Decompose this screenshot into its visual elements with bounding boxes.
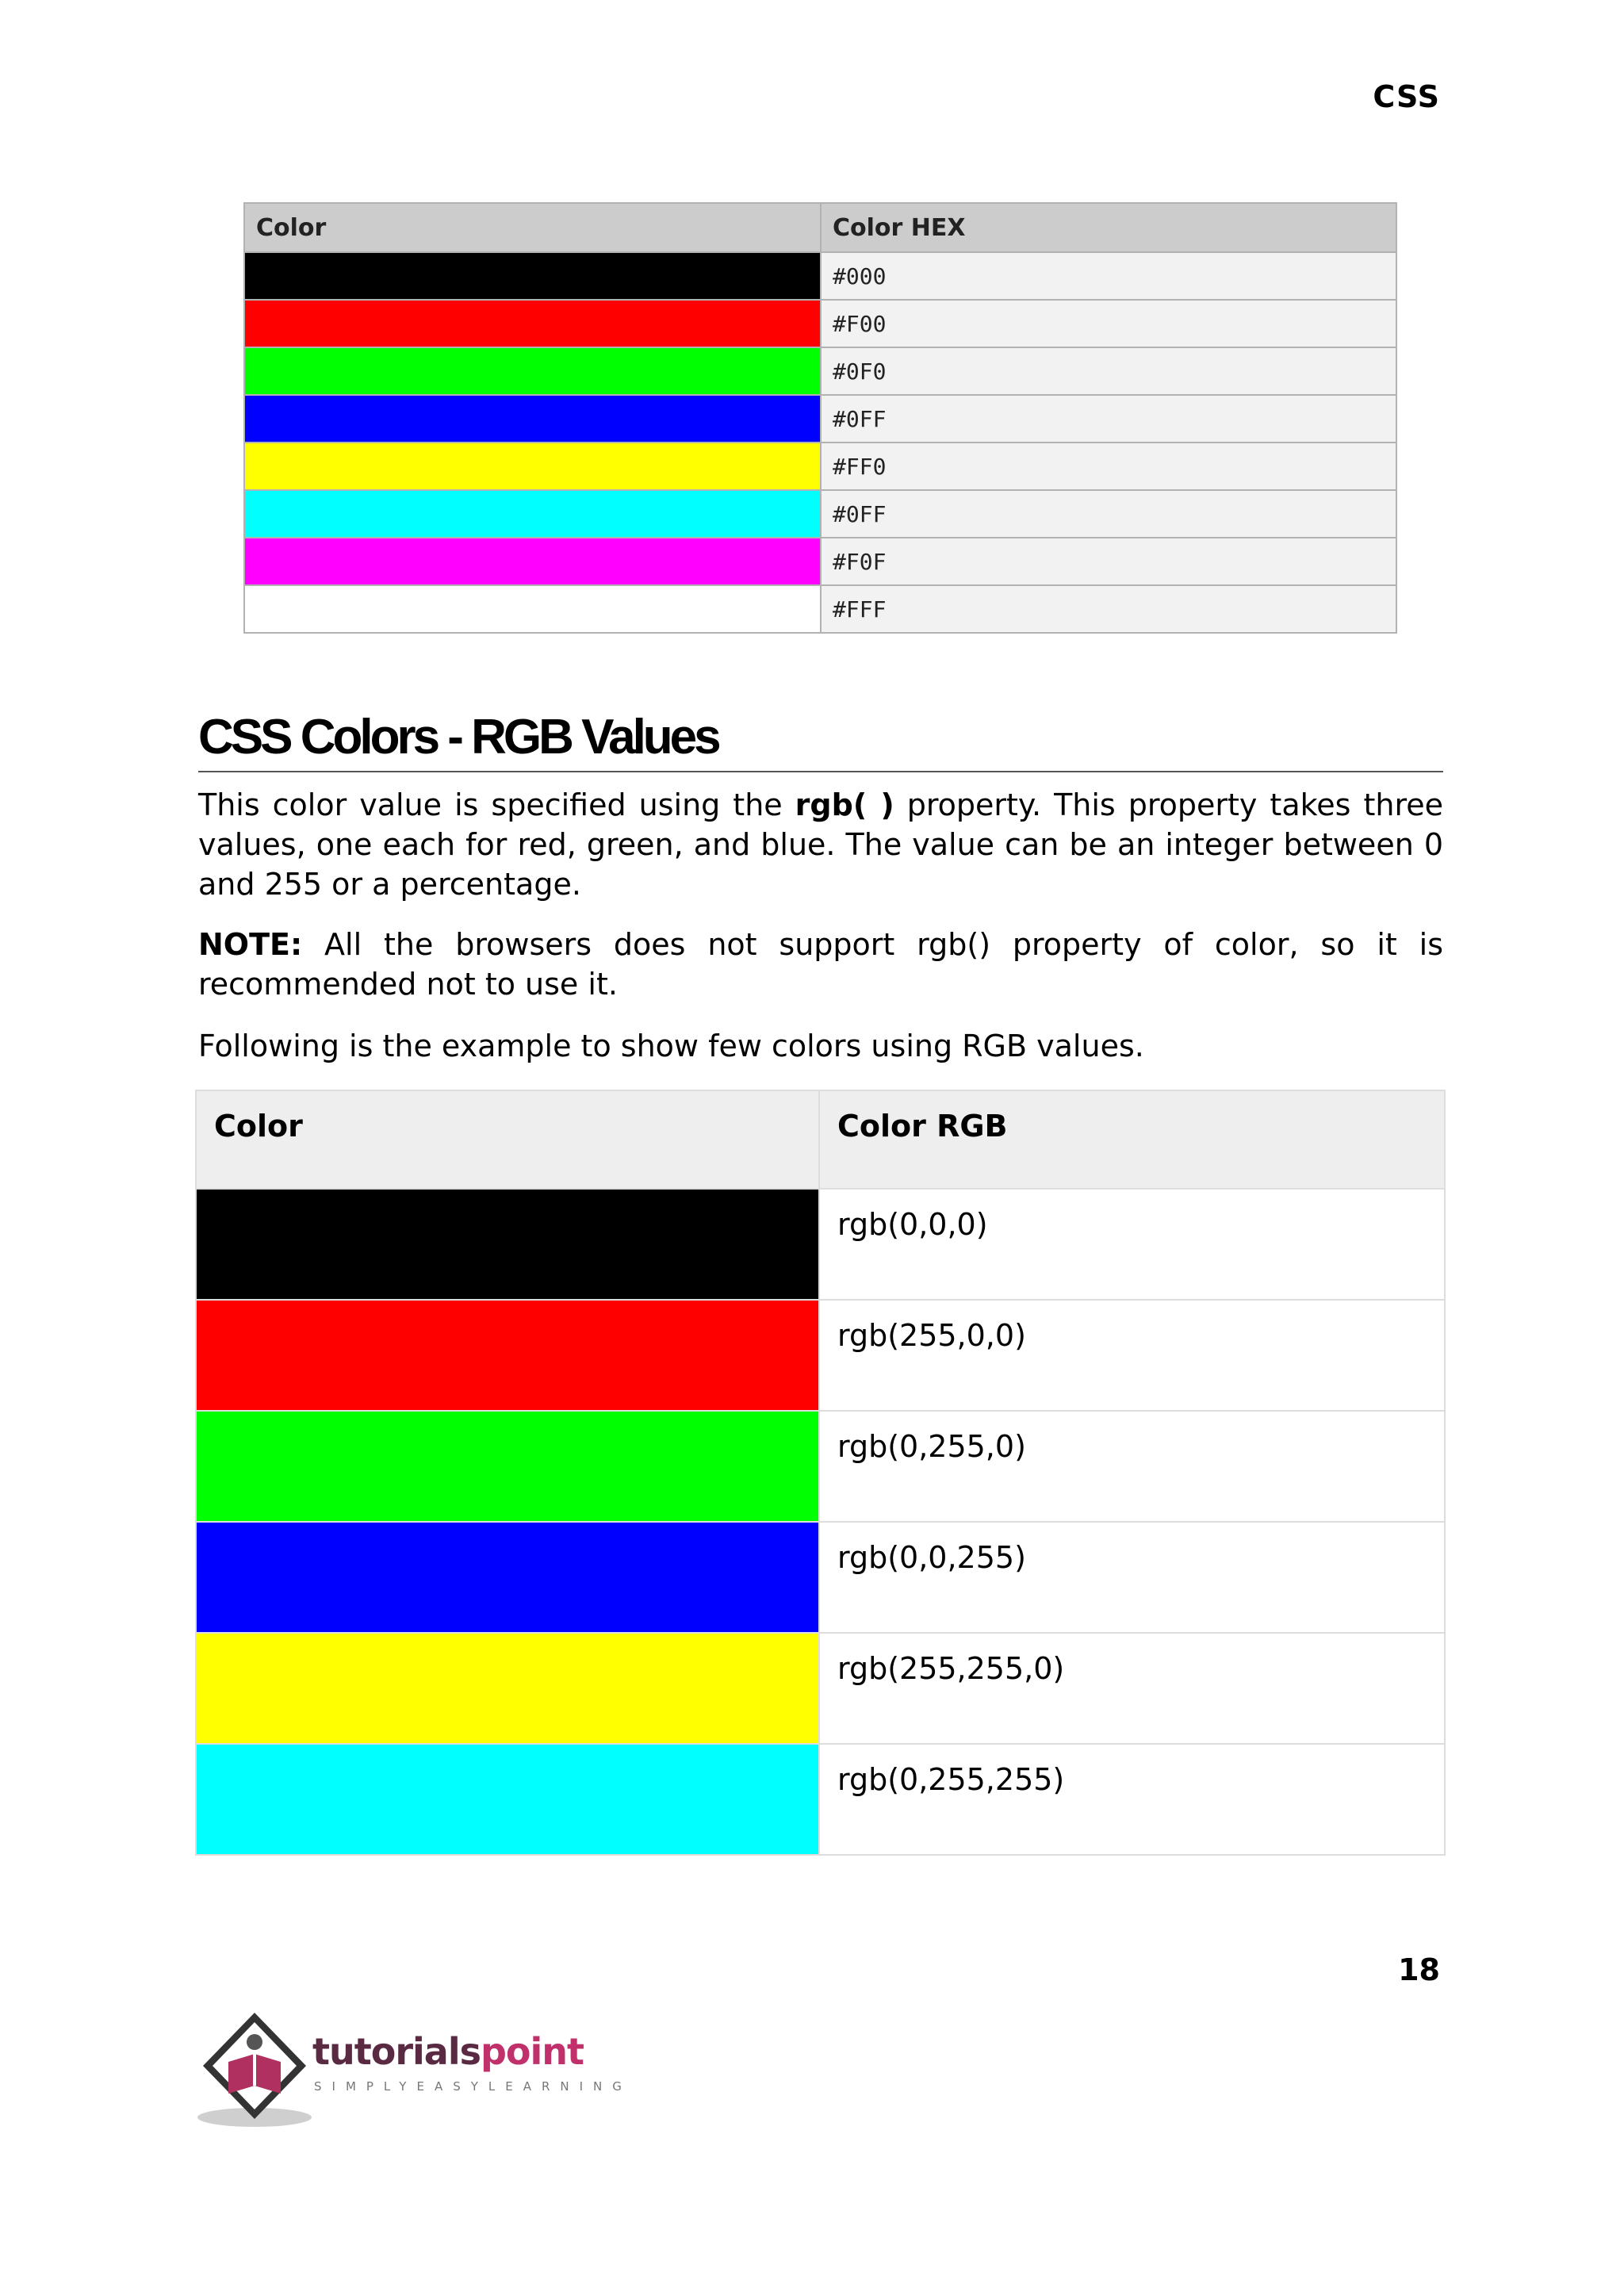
- tutorialspoint-logo: [195, 2006, 632, 2133]
- table-row: [196, 1300, 1445, 1411]
- table-row: [196, 1189, 1445, 1300]
- color-swatch: [244, 347, 821, 395]
- column-header-color-rgb: Color RGB: [819, 1090, 1445, 1189]
- table-row: [244, 585, 1396, 633]
- table-header-row: [196, 1090, 1445, 1189]
- table-row: [196, 1633, 1445, 1744]
- paragraph-rgb-intro: [198, 785, 1443, 904]
- color-swatch: [244, 300, 821, 347]
- color-swatch: [244, 443, 821, 490]
- color-swatch: [244, 252, 821, 300]
- page-number: 18: [1398, 1952, 1440, 1987]
- color-swatch: [196, 1189, 819, 1300]
- logo-tagline: SIMPLYEASYLEARNING: [314, 2079, 632, 2094]
- rgb-color-table: [195, 1090, 1446, 1856]
- logo-emblem-icon: [195, 2006, 314, 2133]
- column-header-color-hex: Color HEX: [821, 203, 1396, 252]
- note-label: NOTE:: [198, 927, 303, 962]
- table-header-row: [244, 203, 1396, 252]
- text-segment: property. This property takes three values, one each for red, green, and blue. The value can be an integer between 0 and 255 or a percentage.: [198, 787, 1443, 902]
- color-value: #F00: [821, 300, 1396, 347]
- table-row: [196, 1522, 1445, 1633]
- column-header-color: Color: [244, 203, 821, 252]
- color-value: rgb(0,0,0): [819, 1189, 1445, 1300]
- page-header: CSS: [1373, 79, 1440, 114]
- color-value: #0FF: [821, 490, 1396, 538]
- color-value: #FF0: [821, 443, 1396, 490]
- color-value: #F0F: [821, 538, 1396, 585]
- color-swatch: [196, 1522, 819, 1633]
- paragraph-note: [198, 925, 1443, 1004]
- color-value: #0F0: [821, 347, 1396, 395]
- column-header-color: Color: [196, 1090, 819, 1189]
- color-value: #0FF: [821, 395, 1396, 443]
- table-row: [244, 300, 1396, 347]
- rgb-keyword: rgb( ): [795, 787, 894, 822]
- color-swatch: [244, 490, 821, 538]
- text-segment: All the browsers does not support rgb() property of color, so it is recommended not to use it.: [198, 927, 1443, 1002]
- table-row: [244, 347, 1396, 395]
- section-title: CSS Colors - RGB Values: [198, 706, 1443, 772]
- logo-word-part: tutorials: [312, 2030, 481, 2073]
- color-value: rgb(0,255,255): [819, 1744, 1445, 1855]
- color-value: rgb(0,255,0): [819, 1411, 1445, 1522]
- color-swatch: [196, 1300, 819, 1411]
- color-value: rgb(255,255,0): [819, 1633, 1445, 1744]
- paragraph-example: Following is the example to show few colors using RGB values.: [198, 1029, 1144, 1063]
- color-swatch: [244, 585, 821, 633]
- color-swatch: [196, 1411, 819, 1522]
- text-segment: This color value is specified using the: [198, 787, 795, 822]
- color-swatch: [244, 395, 821, 443]
- color-swatch: [244, 538, 821, 585]
- table-row: [244, 538, 1396, 585]
- table-row: [244, 395, 1396, 443]
- logo-wordmark: [312, 2030, 584, 2073]
- table-row: [244, 490, 1396, 538]
- color-value: rgb(255,0,0): [819, 1300, 1445, 1411]
- hex-color-table: [243, 202, 1397, 634]
- color-swatch: [196, 1633, 819, 1744]
- table-row: [244, 252, 1396, 300]
- color-value: #000: [821, 252, 1396, 300]
- color-value: #FFF: [821, 585, 1396, 633]
- logo-word-part: point: [480, 2030, 584, 2073]
- table-row: [244, 443, 1396, 490]
- color-value: rgb(0,0,255): [819, 1522, 1445, 1633]
- table-row: [196, 1411, 1445, 1522]
- color-swatch: [196, 1744, 819, 1855]
- table-row: [196, 1744, 1445, 1855]
